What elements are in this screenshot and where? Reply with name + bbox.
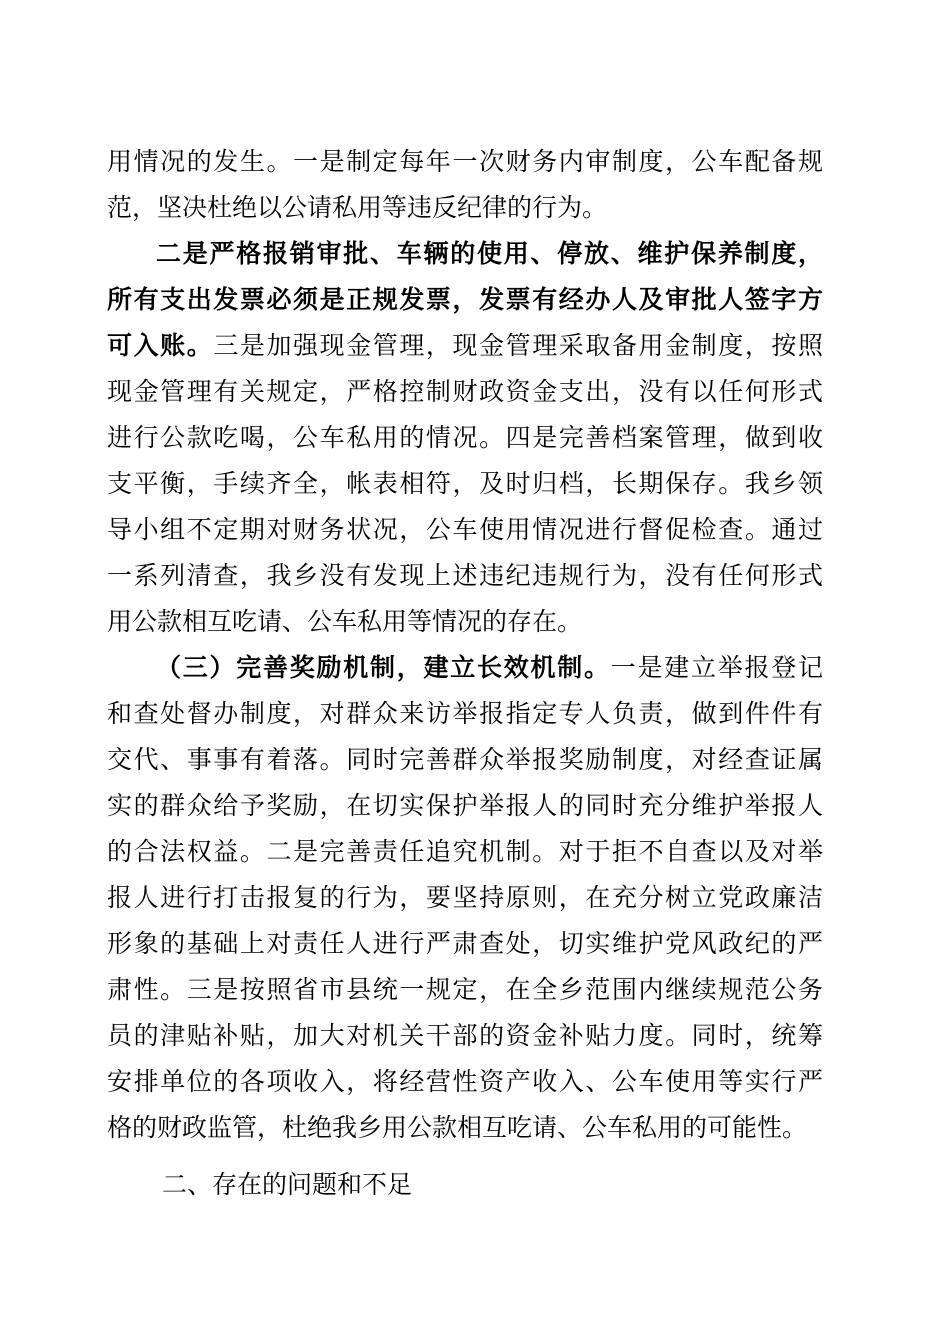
paragraph-line (107, 331, 823, 361)
regular-run: 三是加强现金管理，现金管理采取备用金制度，按照 (213, 331, 823, 360)
regular-run: 一是建立举报登记 (610, 653, 823, 682)
paragraph-line: 格的财政监管，杜绝我乡用公款相互吃请、公车私用的可能性。 (107, 1113, 808, 1142)
paragraph-line: 导小组不定期对财务状况，公车使用情况进行督促检查。通过 (107, 515, 823, 544)
paragraph-line (156, 653, 823, 683)
bold-run: （三）完善奖励机制，建立长效机制。 (156, 653, 611, 682)
paragraph-line: 交代、事事有着落。同时完善群众举报奖励制度，对经查证属 (107, 745, 823, 774)
paragraph-line: 员的津贴补贴，加大对机关干部的资金补贴力度。同时，统筹 (107, 1021, 823, 1050)
paragraph-line: 的合法权益。二是完善责任追究机制。对于拒不自查以及对举 (107, 837, 823, 866)
paragraph-line: 用情况的发生。一是制定每年一次财务内审制度，公车配备规 (107, 147, 823, 176)
paragraph-line: 实的群众给予奖励，在切实保护举报人的同时充分维护举报人 (107, 791, 823, 820)
paragraph-line: 用公款相互吃请、公车私用等情况的存在。 (107, 607, 583, 636)
paragraph-line: 范，坚决杜绝以公请私用等违反纪律的行为。 (107, 193, 608, 222)
paragraph-line: 形象的基础上对责任人进行严肃查处，切实维护党风政纪的严 (107, 929, 823, 958)
paragraph-line: 二是严格报销审批、车辆的使用、停放、维护保养制度， (156, 239, 823, 268)
paragraph-line: 报人进行打击报复的行为，要坚持原则，在充分树立党政廉洁 (107, 883, 823, 912)
paragraph-line: 安排单位的各项收入，将经营性资产收入、公车使用等实行严 (107, 1067, 823, 1096)
section-heading: 二、存在的问题和不足 (162, 1170, 413, 1199)
paragraph-line: 进行公款吃喝，公车私用的情况。四是完善档案管理，做到收 (107, 423, 823, 452)
paragraph-line: 一系列清查，我乡没有发现上述违纪违规行为，没有任何形式 (107, 561, 823, 590)
bold-run: 可入账。 (107, 331, 214, 360)
paragraph-line: 肃性。三是按照省市县统一规定，在全乡范围内继续规范公务 (107, 975, 823, 1004)
paragraph-line: 支平衡，手续齐全，帐表相符，及时归档，长期保存。我乡领 (107, 469, 823, 498)
paragraph-line: 和查处督办制度，对群众来访举报指定专人负责，做到件件有 (107, 699, 823, 728)
paragraph-line: 现金管理有关规定，严格控制财政资金支出，没有以任何形式 (107, 377, 823, 406)
paragraph-line: 所有支出发票必须是正规发票，发票有经办人及审批人签字方 (107, 285, 823, 314)
